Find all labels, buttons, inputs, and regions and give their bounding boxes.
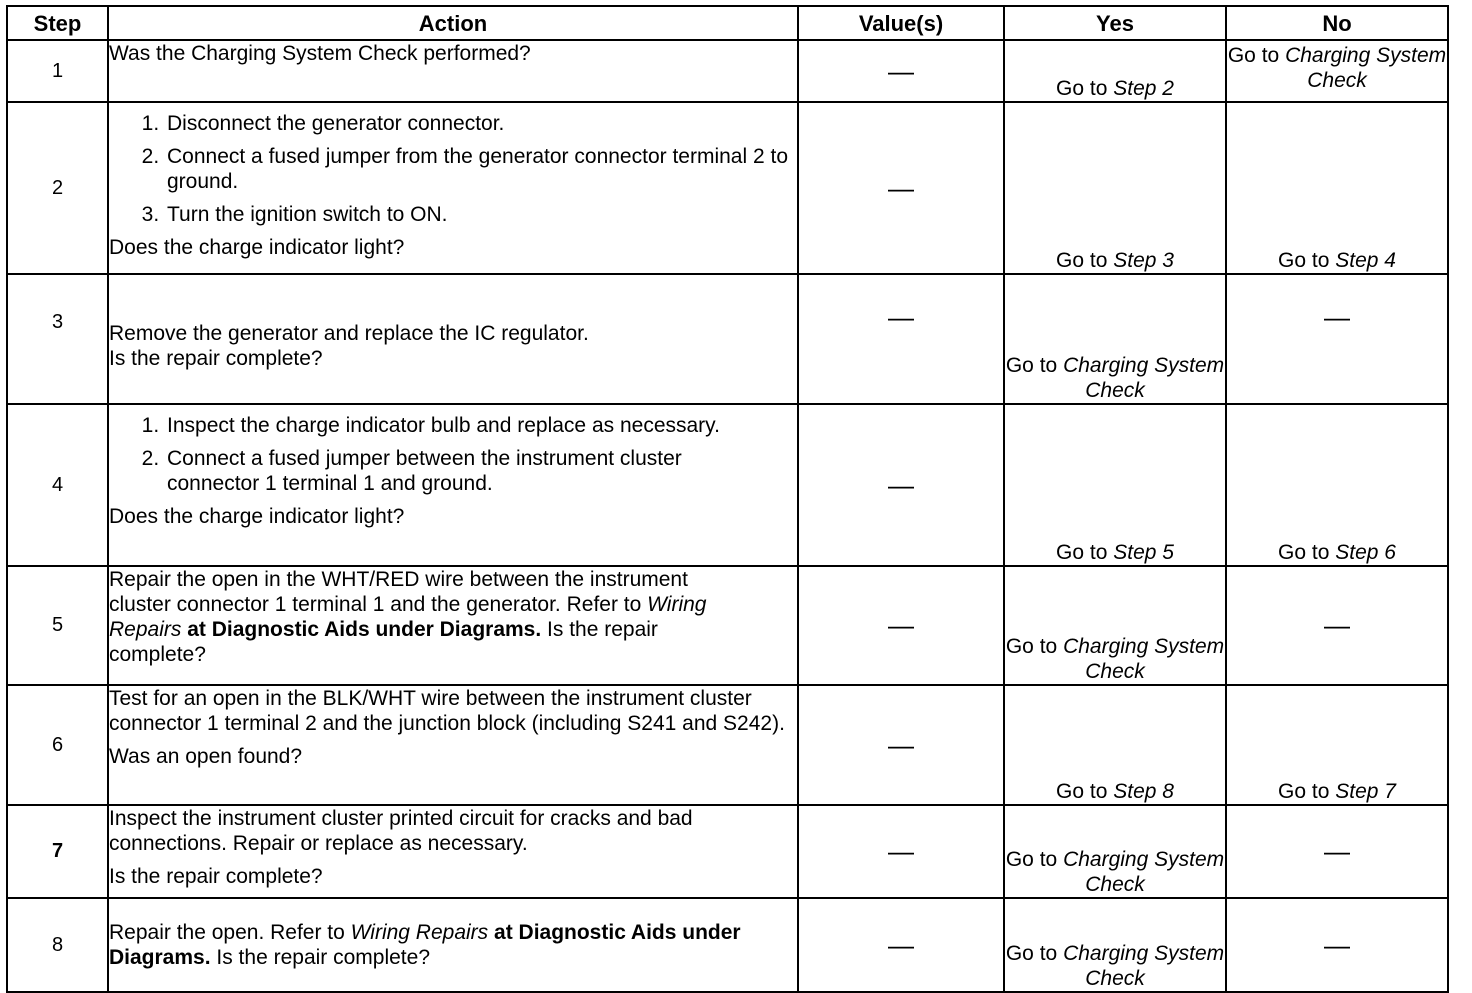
yes-target: Charging System Check <box>1063 635 1225 683</box>
go-to-label: Go to <box>1005 942 1058 965</box>
go-to-label: Go to <box>1056 77 1108 100</box>
action-question: Does the charge indicator light? <box>109 505 405 528</box>
yes-target: Step 5 <box>1113 541 1174 564</box>
go-to-label: Go to <box>1227 44 1280 67</box>
table-row <box>7 274 1448 404</box>
yes-target: Charging System Check <box>1063 354 1225 402</box>
no-cell <box>1226 404 1448 566</box>
yes-target: Charging System Check <box>1063 942 1225 990</box>
go-to-label: Go to <box>1278 780 1330 803</box>
no-target: Charging System Check <box>1285 44 1447 92</box>
yes-target: Step 8 <box>1113 780 1174 803</box>
step-number: 8 <box>7 898 108 992</box>
action-question: Is the repair complete? <box>109 865 323 888</box>
no-dash: — <box>1226 898 1448 992</box>
no-dash: — <box>1226 805 1448 898</box>
action-cell <box>108 566 798 685</box>
instruction-list <box>109 111 797 227</box>
go-to-label: Go to <box>1056 780 1108 803</box>
table-row <box>7 40 1448 102</box>
action-cell <box>108 102 798 274</box>
value-dash: — <box>798 404 1004 566</box>
step-number: 1 <box>7 40 108 102</box>
action-text: Remove the generator and replace the IC regulator. <box>109 322 589 345</box>
go-to-label: Go to <box>1005 635 1058 658</box>
instruction-item: 3. Turn the ignition switch to ON. <box>165 202 797 227</box>
yes-cell <box>1004 40 1226 102</box>
step-number: 7 <box>7 805 108 898</box>
header-action: Action <box>108 6 798 40</box>
table-row <box>7 898 1448 992</box>
header-step: Step <box>7 6 108 40</box>
action-question: Is the repair complete? <box>216 946 430 969</box>
instruction-item: 1. Disconnect the generator connector. <box>165 111 797 136</box>
action-cell <box>108 685 798 805</box>
go-to-label: Go to <box>1278 249 1330 272</box>
step-number: 2 <box>7 102 108 274</box>
go-to-label: Go to <box>1005 354 1058 377</box>
no-cell <box>1226 102 1448 274</box>
action-text: Repair the open. Refer to <box>109 921 345 944</box>
action-question: Was the Charging System Check performed? <box>109 42 531 65</box>
action-cell <box>108 404 798 566</box>
action-text: Repair the open in the WHT/RED wire between the instrument cluster connector 1 terminal 1 and the generator. Refer to <box>109 568 688 616</box>
no-dash: — <box>1226 274 1448 404</box>
header-yes: Yes <box>1004 6 1226 40</box>
table-row <box>7 566 1448 685</box>
value-dash: — <box>798 805 1004 898</box>
action-question: Is the repair complete? <box>109 618 658 666</box>
no-dash: — <box>1226 566 1448 685</box>
action-question: Does the charge indicator light? <box>109 236 405 259</box>
action-cell <box>108 40 798 102</box>
yes-target: Charging System Check <box>1063 848 1225 896</box>
no-cell <box>1226 685 1448 805</box>
action-cell <box>108 898 798 992</box>
no-target: Step 7 <box>1335 780 1396 803</box>
step-number: 5 <box>7 566 108 685</box>
step-number: 4 <box>7 404 108 566</box>
step-number: 3 <box>7 274 108 404</box>
yes-cell <box>1004 898 1226 992</box>
diagnostic-table <box>6 5 1449 993</box>
table-row <box>7 805 1448 898</box>
table-row <box>7 685 1448 805</box>
instruction-item: 2. Connect a fused jumper between the instrument cluster connector 1 terminal 1 and ground. <box>165 446 797 496</box>
go-to-label: Go to <box>1278 541 1330 564</box>
action-question: Is the repair complete? <box>109 347 323 370</box>
instruction-item: 2. Connect a fused jumper from the generator connector terminal 2 to ground. <box>165 144 797 194</box>
reference-italic: Wiring Repairs <box>350 921 489 944</box>
action-cell <box>108 805 798 898</box>
go-to-label: Go to <box>1056 249 1108 272</box>
header-row <box>7 6 1448 40</box>
value-dash: — <box>798 685 1004 805</box>
value-dash: — <box>798 102 1004 274</box>
yes-target: Step 2 <box>1113 77 1174 100</box>
action-text: Test for an open in the BLK/WHT wire between the instrument cluster connector 1 terminal 2 and the junction block (including S241 and S242). <box>109 687 785 735</box>
no-target: Step 6 <box>1335 541 1396 564</box>
instruction-list <box>109 413 797 496</box>
yes-cell <box>1004 566 1226 685</box>
yes-cell <box>1004 685 1226 805</box>
yes-cell <box>1004 404 1226 566</box>
action-text: Inspect the instrument cluster printed circuit for cracks and bad connections. Repair or replace as necessary. <box>109 807 693 855</box>
reference-bold: at Diagnostic Aids under Diagrams. <box>187 618 542 641</box>
table-row <box>7 102 1448 274</box>
table-row <box>7 404 1448 566</box>
instruction-item: 1. Inspect the charge indicator bulb and replace as necessary. <box>165 413 797 438</box>
yes-cell <box>1004 102 1226 274</box>
header-no: No <box>1226 6 1448 40</box>
value-dash: — <box>798 274 1004 404</box>
yes-cell <box>1004 805 1226 898</box>
action-question: Was an open found? <box>109 745 303 768</box>
no-cell <box>1226 40 1448 102</box>
action-cell <box>108 274 798 404</box>
step-number: 6 <box>7 685 108 805</box>
value-dash: — <box>798 40 1004 102</box>
reference-italic: Wiring Repairs <box>109 593 707 641</box>
no-target: Step 4 <box>1335 249 1396 272</box>
yes-cell <box>1004 274 1226 404</box>
header-values: Value(s) <box>798 6 1004 40</box>
go-to-label: Go to <box>1005 848 1058 871</box>
yes-target: Step 3 <box>1113 249 1174 272</box>
go-to-label: Go to <box>1056 541 1108 564</box>
value-dash: — <box>798 898 1004 992</box>
value-dash: — <box>798 566 1004 685</box>
reference-bold: at Diagnostic Aids under Diagrams. <box>109 921 741 969</box>
